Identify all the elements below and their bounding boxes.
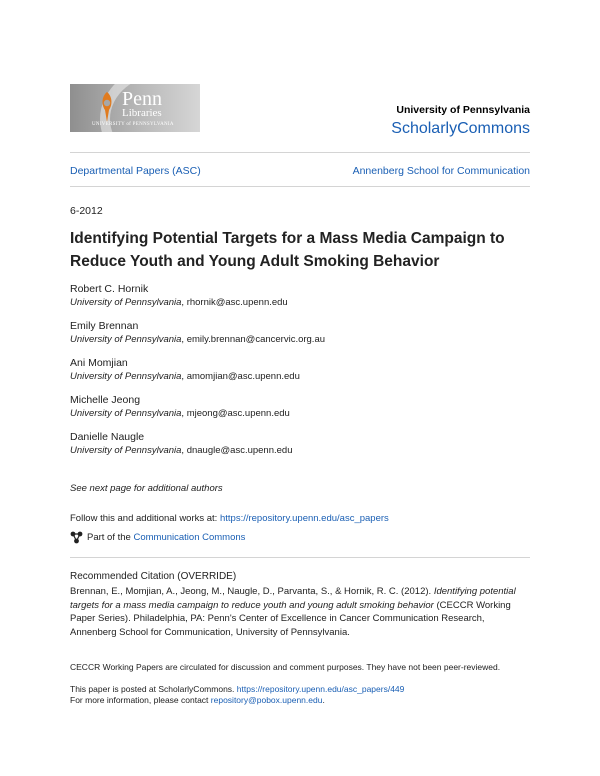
citation-prefix: Brennan, E., Momjian, A., Jeong, M., Naugle, D., Parvanta, S., & Hornik, R. C. (2012). [70,586,434,597]
posted-line [70,684,404,694]
contact-email-link[interactable]: repository@pobox.upenn.edu [210,695,323,705]
paper-title: Identifying Potential Targets for a Mass Media Campaign to Reduce Youth and Young Adult Smoking Behavior [70,230,505,270]
author-email[interactable]: amomjian@asc.upenn.edu [186,371,300,382]
follow-line [70,513,389,524]
author-name: Ani Momjian [70,357,128,369]
divider [70,152,530,153]
author-entry: Danielle Naugle University of Pennsylvania, dnaugle@asc.upenn.edu [70,431,530,457]
author-affiliation: University of Pennsylvania [70,408,182,419]
institution-name: University of Pennsylvania [396,104,530,116]
collection-link[interactable]: https://repository.upenn.edu/asc_papers [219,513,389,524]
part-of-line [70,531,245,544]
publication-date: 6-2012 [70,205,103,217]
contact-text: For more information, please contact [70,695,211,705]
author-email[interactable]: dnaugle@asc.upenn.edu [186,445,293,456]
annenberg-school-link[interactable]: Annenberg School for Communication [352,165,530,177]
author-email[interactable]: emily.brennan@cancervic.org.au [186,334,326,345]
author-affiliation: University of Pennsylvania [70,297,182,308]
logo-org: UNIVERSITY of PENNSYLVANIA [92,122,174,127]
follow-text: Follow this and additional works at: [70,513,220,524]
logo-subtitle: Libraries [122,107,162,119]
author-email[interactable]: rhornik@asc.upenn.edu [186,297,288,308]
scholarly-commons-link[interactable]: ScholarlyCommons [391,120,530,137]
author-entry: Ani Momjian University of Pennsylvania, amomjian@asc.upenn.edu [70,357,530,383]
contact-line [70,695,325,705]
contact-end: . [322,695,325,705]
review-note: CECCR Working Papers are circulated for discussion and comment purposes. They have not been peer-reviewed. [70,662,501,672]
paper-link[interactable]: https://repository.upenn.edu/asc_papers/449 [236,684,405,694]
divider [70,557,530,558]
posted-text: This paper is posted at ScholarlyCommons. [70,684,237,694]
author-affiliation: University of Pennsylvania [70,334,182,345]
author-email[interactable]: mjeong@asc.upenn.edu [186,408,290,419]
network-icon [70,531,83,544]
author-name: Emily Brennan [70,320,139,332]
citation-suffix: (CECCR Working Paper Series). Philadelphia, PA: Penn's Center of Excellence in Cancer Communication Research, Annenberg School for Communication, University of Pennsylvania. [70,599,511,638]
author-entry: Robert C. Hornik University of Pennsylvania, rhornik@asc.upenn.edu [70,283,530,309]
author-name: Michelle Jeong [70,394,141,406]
author-entry: Emily Brennan University of Pennsylvania, emily.brennan@cancervic.org.au [70,320,530,346]
departmental-papers-link[interactable]: Departmental Papers (ASC) [70,165,201,177]
logo-title: Penn [122,88,162,110]
author-affiliation: University of Pennsylvania [70,445,182,456]
penn-quill-icon [98,90,116,124]
author-name: Danielle Naugle [70,431,145,443]
divider [70,186,530,187]
communication-commons-link[interactable]: Communication Commons [133,532,246,543]
citation-heading: Recommended Citation (OVERRIDE) [70,571,237,582]
part-of-text: Part of the [87,532,131,543]
citation-body [70,585,530,639]
author-entry: Michelle Jeong University of Pennsylvania, mjeong@asc.upenn.edu [70,394,530,420]
additional-authors-note: See next page for additional authors [70,483,223,494]
author-name: Robert C. Hornik [70,283,149,295]
citation-title: Identifying potential targets for a mass media campaign to reduce youth and young adult smoking behavior [70,586,516,611]
penn-libraries-logo[interactable] [70,84,200,132]
author-affiliation: University of Pennsylvania [70,371,182,382]
